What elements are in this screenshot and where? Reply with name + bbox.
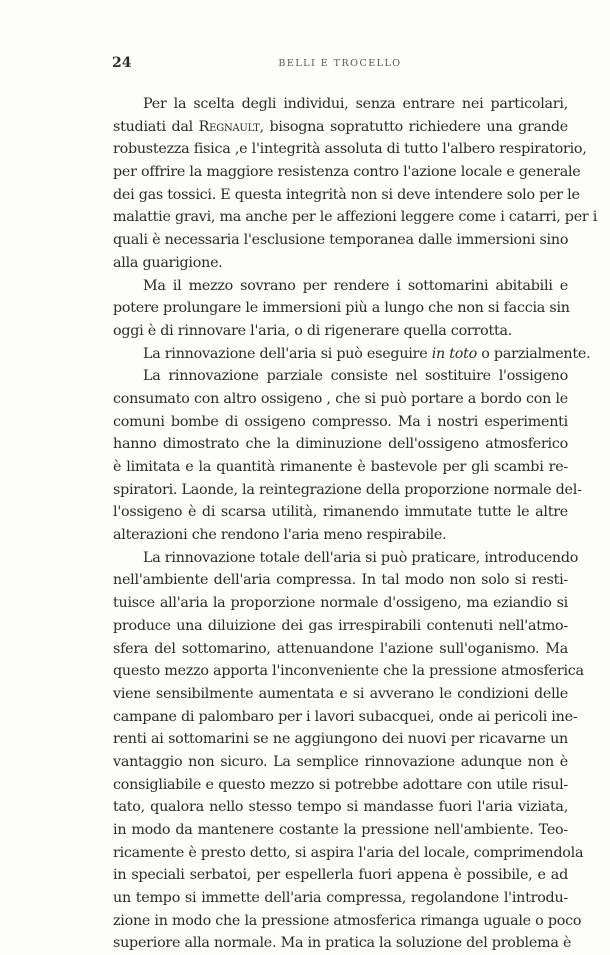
text-line: alla guarigione. [113, 254, 223, 271]
text-line: tato, qualora nello stesso tempo si mandasse fuori l'aria viziata, [113, 799, 568, 816]
text-line: nell'ambiente dell'aria compressa. In tal modo non solo si resti- [113, 572, 568, 589]
text-line: l'ossigeno è di scarsa utilità, rimanendo immutate tutte le altre [113, 504, 568, 521]
text-line: superiore alla normale. Ma in pratica la soluzione del problema è [113, 935, 572, 952]
text-line: La rinnovazione totale dell'aria si può praticare, introducendo [143, 549, 579, 566]
paragraph [113, 93, 598, 275]
text-segment: studiati dal [113, 118, 199, 135]
text-line: Ma il mezzo sovrano per rendere i sottomarini abitabili e [143, 277, 568, 294]
text-line: renti ai sottomarini se ne aggiungono dei nuovi per ricavarne un [113, 731, 568, 748]
page-number: 24 [112, 55, 132, 71]
italic-phrase: in toto [431, 345, 477, 362]
text-line: produce una diluizione dei gas irrespirabili contenuti nell'atmo- [113, 617, 568, 634]
text-line: hanno dimostrato che la diminuzione dell'ossigeno atmosferico [113, 436, 568, 453]
text-line: è limitata e la quantità rimanente è bastevole per gli scambi re- [113, 459, 568, 475]
text-line: tuisce all'aria la proporzione normale d'ossigeno, ma eziandio si [113, 595, 568, 612]
page-header [112, 55, 568, 75]
text-line: La rinnovazione parziale consiste nel sostituire l'ossigeno [143, 368, 568, 385]
paragraph [113, 547, 584, 955]
text-line: spiratori. Laonde, la reintegrazione della proporzione normale del- [113, 481, 582, 498]
text-line: comuni bombe di ossigeno compresso. Ma i nostri esperimenti [113, 413, 568, 430]
text-line: vantaggio non sicuro. La semplice rinnovazione adunque non è [113, 753, 568, 770]
text-line: in speciali serbatoi, per espellerla fuori appena è possibile, e ad [113, 867, 568, 884]
text-line: consigliabile e questo mezzo si potrebbe adottare con utile risul- [113, 776, 568, 793]
text-line [113, 116, 568, 139]
text-line: questo mezzo apporta l'inconveniente che la pressione atmosferica [113, 663, 584, 680]
text-line: dei gas tossici. E questa integrità non si deve intendere solo per le [113, 186, 580, 203]
text-line: campane di palombaro per i lavori subacquei, onde ai pericoli ine- [113, 708, 578, 725]
text-line: ricamente è presto detto, si aspira l'aria del locale, comprimendola [113, 844, 584, 861]
text-line: viene sensibilmente aumentata e si avverano le condizioni delle [113, 685, 568, 702]
paragraph [113, 365, 582, 547]
paragraph [113, 275, 568, 343]
text-line: sfera del sottomarino, attenuandone l'azione sull'oganismo. Ma [113, 640, 568, 657]
text-segment: La rinnovazione dell'aria si può eseguire [143, 345, 432, 362]
text-segment: , bisogna sopratutto richiedere una grande [259, 118, 568, 135]
text-line [113, 343, 591, 366]
text-line: quali è necessaria l'esclusione temporanea dalle immersioni sino [113, 232, 569, 249]
text-line: consumato con altro ossigeno , che si può portare a bordo con le [113, 390, 568, 407]
text-line: per offrire la maggiore resistenza contro l'azione locale e generale [113, 164, 581, 181]
text-line: zione in modo che la pressione atmosferica rimanga uguale o poco [113, 912, 582, 929]
author-name: Regnault [198, 118, 260, 135]
running-title: BELLI E TROCELLO [278, 58, 402, 69]
body-text [113, 93, 598, 955]
text-line: malattie gravi, ma anche per le affezioni leggere come i catarri, per i [113, 209, 598, 226]
text-line: un tempo si immette dell'aria compressa, regolandone l'introdu- [113, 890, 568, 907]
paragraph [113, 343, 591, 366]
text-line: oggi è di rinnovare l'aria, o di rigenerare quella corrotta. [113, 322, 513, 339]
text-line: in modo da mantenere costante la pressione nell'ambiente. Teo- [113, 822, 568, 838]
text-segment: o parzialmente. [476, 345, 591, 362]
text-line: robustezza fisica ,e l'integrità assoluta di tutto l'albero respiratorio, [113, 141, 587, 158]
text-line: Per la scelta degli individui, senza entrare nei particolari, [143, 96, 568, 112]
text-line: alterazioni che rendono l'aria meno respirabile. [113, 527, 447, 544]
text-line: potere prolungare le immersioni più a lungo che non si faccia sin [113, 300, 570, 317]
